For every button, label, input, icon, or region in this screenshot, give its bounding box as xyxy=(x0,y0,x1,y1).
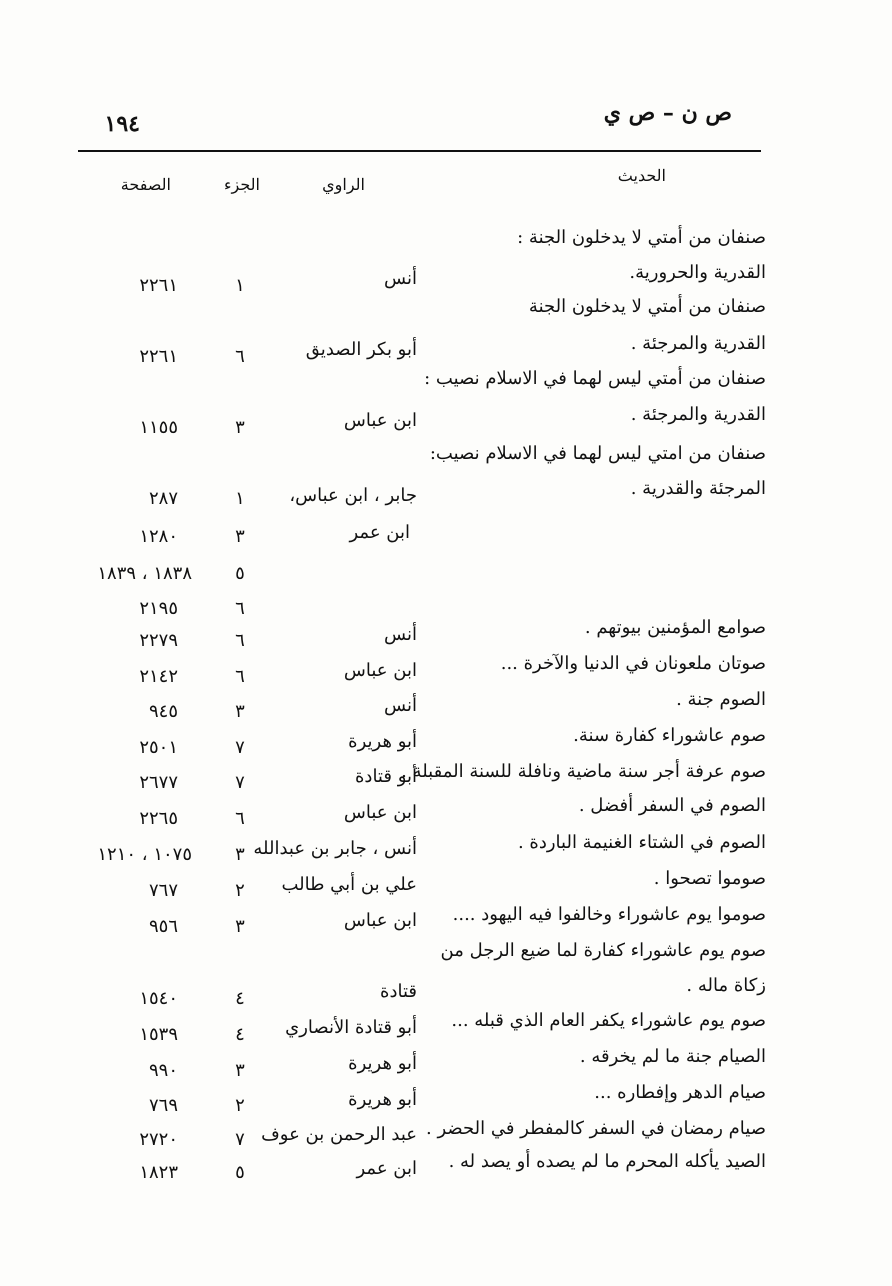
volume-cell: ٦ xyxy=(235,808,245,829)
hadith-line: صنفان من امتي ليس لهما في الاسلام نصيب: xyxy=(429,443,766,464)
page-cell: ١٢٨٠ xyxy=(139,526,178,547)
page-cell: ٢٦٧٧ xyxy=(139,772,178,793)
hadith-line: الصيد يأكله المحرم ما لم يصده أو يصد له . xyxy=(448,1151,766,1172)
volume-cell: ٢ xyxy=(235,1095,245,1116)
volume-cell: ١ xyxy=(235,488,245,509)
column-header-narrator: الراوي xyxy=(322,175,365,194)
page-cell: ٢٥٠١ xyxy=(139,737,178,758)
column-header-page: الصفحة xyxy=(120,175,171,194)
column-header-volume: الجزء xyxy=(224,175,260,194)
volume-cell: ٦ xyxy=(235,630,245,651)
page-cell: ٧٦٩ xyxy=(148,1095,178,1116)
hadith-line: صيام الدهر وإفطاره ... xyxy=(594,1082,766,1103)
page-cell: ١٠٧٥ ، ١٢١٠ xyxy=(97,844,192,865)
hadith-line: الصوم في الشتاء الغنيمة الباردة . xyxy=(517,832,766,853)
hadith-line: زكاة ماله . xyxy=(686,975,766,996)
header-rule xyxy=(78,150,761,152)
hadith-line: صوم عاشوراء كفارة سنة. xyxy=(573,725,766,746)
volume-cell: ١ xyxy=(235,275,245,296)
hadith-line: الصيام جنة ما لم يخرقه . xyxy=(579,1046,766,1067)
hadith-line: الصوم جنة . xyxy=(676,689,766,710)
narrator-cell: أبو قتادة xyxy=(355,766,417,787)
narrator-cell: ابن عباس xyxy=(343,802,417,823)
volume-cell: ٣ xyxy=(235,916,245,937)
volume-cell: ٢ xyxy=(235,880,245,901)
volume-cell: ٧ xyxy=(235,772,245,793)
narrator-cell: أبو بكر الصديق xyxy=(305,339,417,360)
page-cell: ١٥٣٩ xyxy=(139,1024,178,1045)
page-cell: ٢١٩٥ xyxy=(139,598,178,619)
hadith-line: القدرية والمرجئة . xyxy=(630,404,766,425)
volume-cell: ٦ xyxy=(235,666,245,687)
volume-cell: ٧ xyxy=(235,737,245,758)
page-cell: ٢١٤٢ xyxy=(139,666,178,687)
page-cell: ٢٨٧ xyxy=(148,488,178,509)
narrator-cell: ابن عباس xyxy=(343,410,417,431)
hadith-line: صوموا تصحوا . xyxy=(653,868,766,889)
column-header-hadith: الحديث xyxy=(617,166,666,185)
hadith-line: صوم عرفة أجر سنة ماضية ونافلة للسنة المقبلة . xyxy=(401,761,766,782)
hadith-line: صوم يوم عاشوراء كفارة لما ضيع الرجل من xyxy=(440,940,766,961)
volume-cell: ٦ xyxy=(235,346,245,367)
hadith-line: الصوم في السفر أفضل . xyxy=(578,795,766,816)
page-cell: ١٨٣٨ ، ١٨٣٩ xyxy=(97,563,192,584)
volume-cell: ٣ xyxy=(235,1060,245,1081)
page-cell: ٢٢٦١ xyxy=(139,275,178,296)
narrator-cell: أبو قتادة الأنصاري xyxy=(285,1017,417,1038)
hadith-line: صيام رمضان في السفر كالمفطر في الحضر . xyxy=(426,1118,766,1139)
page-cell: ٩٩٠ xyxy=(148,1060,178,1081)
volume-cell: ٤ xyxy=(235,988,245,1009)
hadith-line: المرجئة والقدرية . xyxy=(630,478,766,499)
page-cell: ٢٢٦٥ xyxy=(139,808,178,829)
hadith-line: صوتان ملعونان في الدنيا والآخرة ... xyxy=(500,653,766,674)
hadith-line: صنفان من أمتي لا يدخلون الجنة : xyxy=(517,227,766,248)
section-heading: ص ن – ص ي xyxy=(603,100,732,126)
volume-cell: ٣ xyxy=(235,526,245,547)
hadith-line: صوم يوم عاشوراء يكفر العام الذي قبله ... xyxy=(451,1010,766,1031)
page-cell: ١٥٤٠ xyxy=(139,988,178,1009)
volume-cell: ٣ xyxy=(235,417,245,438)
volume-cell: ٣ xyxy=(235,844,245,865)
narrator-cell: ابن عمر xyxy=(349,522,410,543)
hadith-line: صوامع المؤمنين بيوتهم . xyxy=(584,617,766,638)
narrator-cell: علي بن أبي طالب xyxy=(281,874,417,895)
volume-cell: ٦ xyxy=(235,598,245,619)
narrator-cell: ابن عمر xyxy=(356,1158,417,1179)
volume-cell: ٥ xyxy=(235,1162,245,1183)
hadith-line: صوموا يوم عاشوراء وخالفوا فيه اليهود .... xyxy=(452,904,766,925)
narrator-cell: ابن عباس xyxy=(343,660,417,681)
narrator-cell: جابر ، ابن عباس، xyxy=(289,485,417,506)
narrator-cell: أبو هريرة xyxy=(348,1053,417,1074)
narrator-cell: أبو هريرة xyxy=(348,731,417,752)
page-cell: ١١٥٥ xyxy=(139,417,178,438)
narrator-cell: أنس xyxy=(384,695,417,716)
volume-cell: ٧ xyxy=(235,1129,245,1150)
narrator-cell: عبد الرحمن بن عوف xyxy=(261,1124,417,1145)
hadith-line: القدرية والحرورية. xyxy=(629,262,766,283)
page-cell: ٢٢٧٩ xyxy=(139,630,178,651)
hadith-line: صنفان من أمتي ليس لهما في الاسلام نصيب : xyxy=(424,368,766,389)
narrator-cell: أنس ، جابر بن عبدالله xyxy=(253,838,417,859)
page-cell: ٩٥٦ xyxy=(148,916,178,937)
page-cell: ١٨٢٣ xyxy=(139,1162,178,1183)
volume-cell: ٤ xyxy=(235,1024,245,1045)
hadith-line: القدرية والمرجئة . xyxy=(630,333,766,354)
narrator-cell: ابن عباس xyxy=(343,910,417,931)
narrator-cell: قتادة xyxy=(380,981,417,1002)
narrator-cell: أنس xyxy=(384,624,417,645)
page-cell: ٩٤٥ xyxy=(148,701,178,722)
page-cell: ٧٦٧ xyxy=(148,880,178,901)
hadith-line: صنفان من أمتي لا يدخلون الجنة xyxy=(528,296,766,317)
narrator-cell: أنس xyxy=(384,268,417,289)
narrator-cell: أبو هريرة xyxy=(348,1089,417,1110)
page-number: ١٩٤ xyxy=(104,111,140,137)
page-cell: ٢٢٦١ xyxy=(139,346,178,367)
volume-cell: ٥ xyxy=(235,563,245,584)
volume-cell: ٣ xyxy=(235,701,245,722)
page-cell: ٢٧٢٠ xyxy=(139,1129,178,1150)
